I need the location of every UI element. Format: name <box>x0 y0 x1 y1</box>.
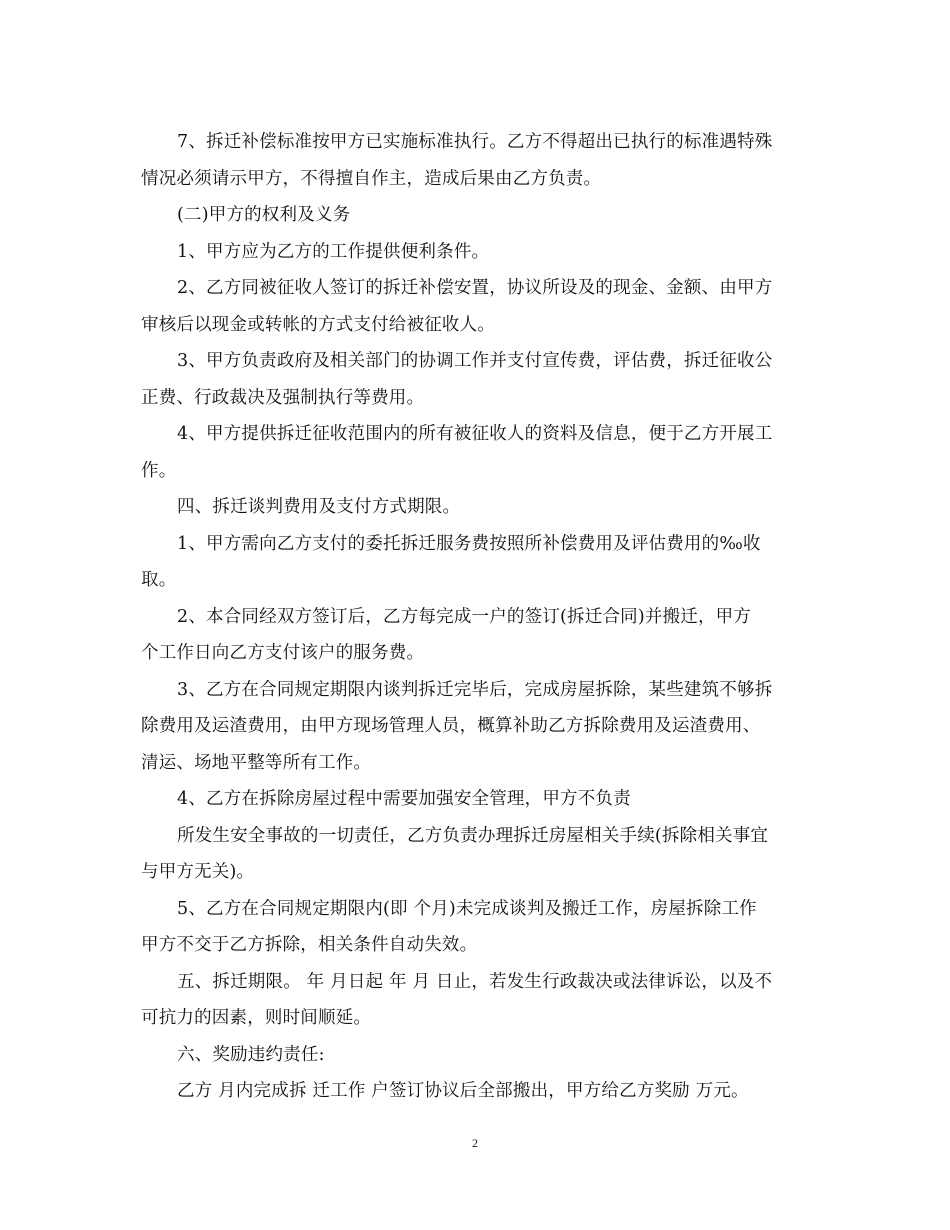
document-body <box>141 124 806 1110</box>
text-line: 1、甲方需向乙方支付的委托拆迁服务费按照所补偿费用及评估费用的‰收 <box>177 533 761 554</box>
text-line: 个工作日向乙方支付该户的服务费。 <box>141 643 425 663</box>
text-line: 3、乙方在合同规定期限内谈判拆迁完毕后，完成房屋拆除，某些建筑不够拆 <box>177 679 773 700</box>
text-line: 情况必须请示甲方，不得擅自作主，造成后果由乙方负责。 <box>141 168 602 189</box>
text-line: 乙方 月内完成拆 迁工作 户签订协议后全部搬出，甲方给乙方奖励 万元。 <box>177 1081 749 1101</box>
section-heading: 四、拆迁谈判费用及支付方式期限。 <box>177 497 461 517</box>
text-line: 1、甲方应为乙方的工作提供便利条件。 <box>177 241 490 262</box>
page-number: 2 <box>472 1136 478 1150</box>
text-line: 作。 <box>141 460 177 481</box>
text-line: 清运、场地平整等所有工作。 <box>141 752 372 773</box>
text-line: 可抗力的因素，则时间顺延。 <box>141 1008 372 1028</box>
text-line: 7、拆迁补偿标准按甲方已实施标准执行。乙方不得超出已执行的标准遇特殊 <box>177 132 773 152</box>
text-line: 3、甲方负责政府及相关部门的协调工作并支付宣传费，评估费，拆迁征收公 <box>177 351 773 371</box>
text-line: 2、乙方同被征收人签订的拆迁补偿安置，协议所设及的现金、金额、由甲方 <box>177 278 773 298</box>
text-line: 5、乙方在合同规定期限内(即 个月)未完成谈判及搬迁工作，房屋拆除工作 <box>177 898 757 919</box>
text-line: 4、甲方提供拆迁征收范围内的所有被征收人的资料及信息，便于乙方开展工 <box>177 424 773 444</box>
text-line: 除费用及运渣费用，由甲方现场管理人员，概算补助乙方拆除费用及运渣费用、 <box>141 716 761 736</box>
text-line: 审核后以现金或转帐的方式支付给被征收人。 <box>141 314 495 335</box>
section-heading: (二)甲方的权利及义务 <box>177 205 351 225</box>
text-line: 4、乙方在拆除房屋过程中需要加强安全管理，甲方不负责 <box>177 789 631 809</box>
text-line: 取。 <box>141 570 177 590</box>
text-line: 与甲方无关)。 <box>141 862 255 882</box>
text-line: 甲方不交于乙方拆除，相关条件自动失效。 <box>141 935 478 955</box>
text-line: 所发生安全事故的一切责任，乙方负责办理拆迁房屋相关手续(拆除相关事宜 <box>177 825 769 846</box>
section-heading: 五、拆迁期限。 年 月日起 年 月 日止，若发生行政裁决或法律诉讼，以及不 <box>177 971 773 992</box>
text-line: 2、本合同经双方签订后，乙方每完成一户的签订(拆迁合同)并搬迁，甲方 <box>177 606 752 627</box>
section-heading: 六、奖励违约责任: <box>177 1044 325 1065</box>
text-line: 正费、行政裁决及强制执行等费用。 <box>141 387 425 408</box>
